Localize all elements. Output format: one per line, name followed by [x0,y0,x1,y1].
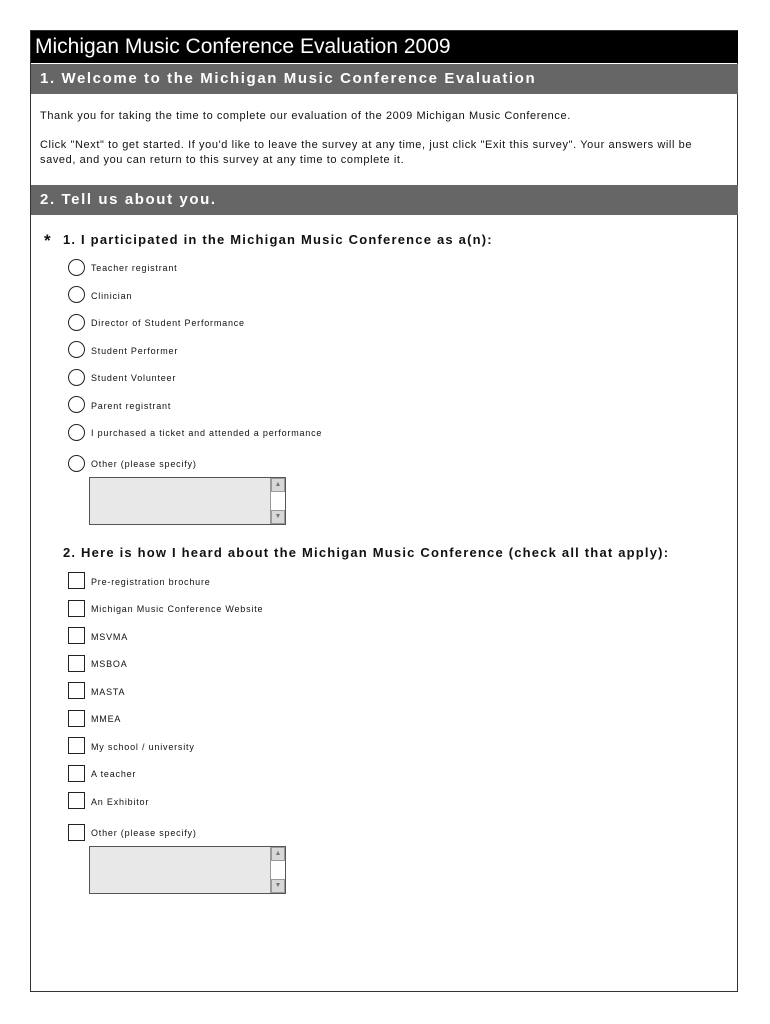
section-1-heading: 1. Welcome to the Michigan Music Conference Evaluation [31,64,738,94]
textarea-scrollbar[interactable] [270,847,285,893]
checkbox-other[interactable] [68,824,85,841]
question-2-text: 2. Here is how I heard about the Michigan Music Conference (check all that apply): [63,545,670,560]
option-label: MSBOA [91,659,128,669]
option-label: An Exhibitor [91,797,150,807]
checkbox-msboa[interactable] [68,655,85,672]
checkbox-conference-website[interactable] [68,600,85,617]
checkbox-a-teacher[interactable] [68,765,85,782]
radio-clinician[interactable] [68,286,85,303]
q1-other-textarea[interactable] [89,477,286,525]
option-label: MSVMA [91,632,129,642]
section-2-heading: 2. Tell us about you. [31,185,738,215]
option-label: My school / university [91,742,195,752]
textarea-scrollbar[interactable] [270,478,285,524]
checkbox-an-exhibitor[interactable] [68,792,85,809]
option-label: Other (please specify) [91,828,197,838]
option-label: A teacher [91,769,137,779]
checkbox-mmea[interactable] [68,710,85,727]
option-label: Parent registrant [91,401,172,411]
option-label: MASTA [91,687,126,697]
option-label: MMEA [91,714,122,724]
checkbox-msvma[interactable] [68,627,85,644]
required-marker: * [44,231,51,250]
option-label: Other (please specify) [91,459,197,469]
option-label: Pre-registration brochure [91,577,211,587]
radio-student-volunteer[interactable] [68,369,85,386]
radio-parent-registrant[interactable] [68,396,85,413]
option-label: Teacher registrant [91,263,178,273]
scroll-up-arrow-icon[interactable]: ▲ [271,478,285,492]
survey-title: Michigan Music Conference Evaluation 2009 [31,31,738,63]
radio-student-performer[interactable] [68,341,85,358]
option-label: I purchased a ticket and attended a performance [91,428,323,438]
option-label: Clinician [91,291,133,301]
instructions-text: Click "Next" to get started. If you'd like to leave the survey at any time, just click "Exit this survey". Your answers will be saved, and you can return to this survey at any time to complete it. [40,139,693,166]
radio-teacher-registrant[interactable] [68,259,85,276]
welcome-text: Thank you for taking the time to complete our evaluation of the 2009 Michigan Music Conference. [40,110,571,122]
question-1-text: 1. I participated in the Michigan Music Conference as a(n): [63,232,493,247]
checkbox-masta[interactable] [68,682,85,699]
q2-other-textarea[interactable] [89,846,286,894]
scroll-down-arrow-icon[interactable]: ▼ [271,879,285,893]
checkbox-pre-registration-brochure[interactable] [68,572,85,589]
checkbox-my-school-university[interactable] [68,737,85,754]
option-label: Michigan Music Conference Website [91,604,264,614]
scroll-down-arrow-icon[interactable]: ▼ [271,510,285,524]
radio-other[interactable] [68,455,85,472]
radio-director-of-student-performance[interactable] [68,314,85,331]
scroll-up-arrow-icon[interactable]: ▲ [271,847,285,861]
option-label: Director of Student Performance [91,318,245,328]
radio-purchased-ticket[interactable] [68,424,85,441]
option-label: Student Volunteer [91,373,177,383]
option-label: Student Performer [91,346,179,356]
